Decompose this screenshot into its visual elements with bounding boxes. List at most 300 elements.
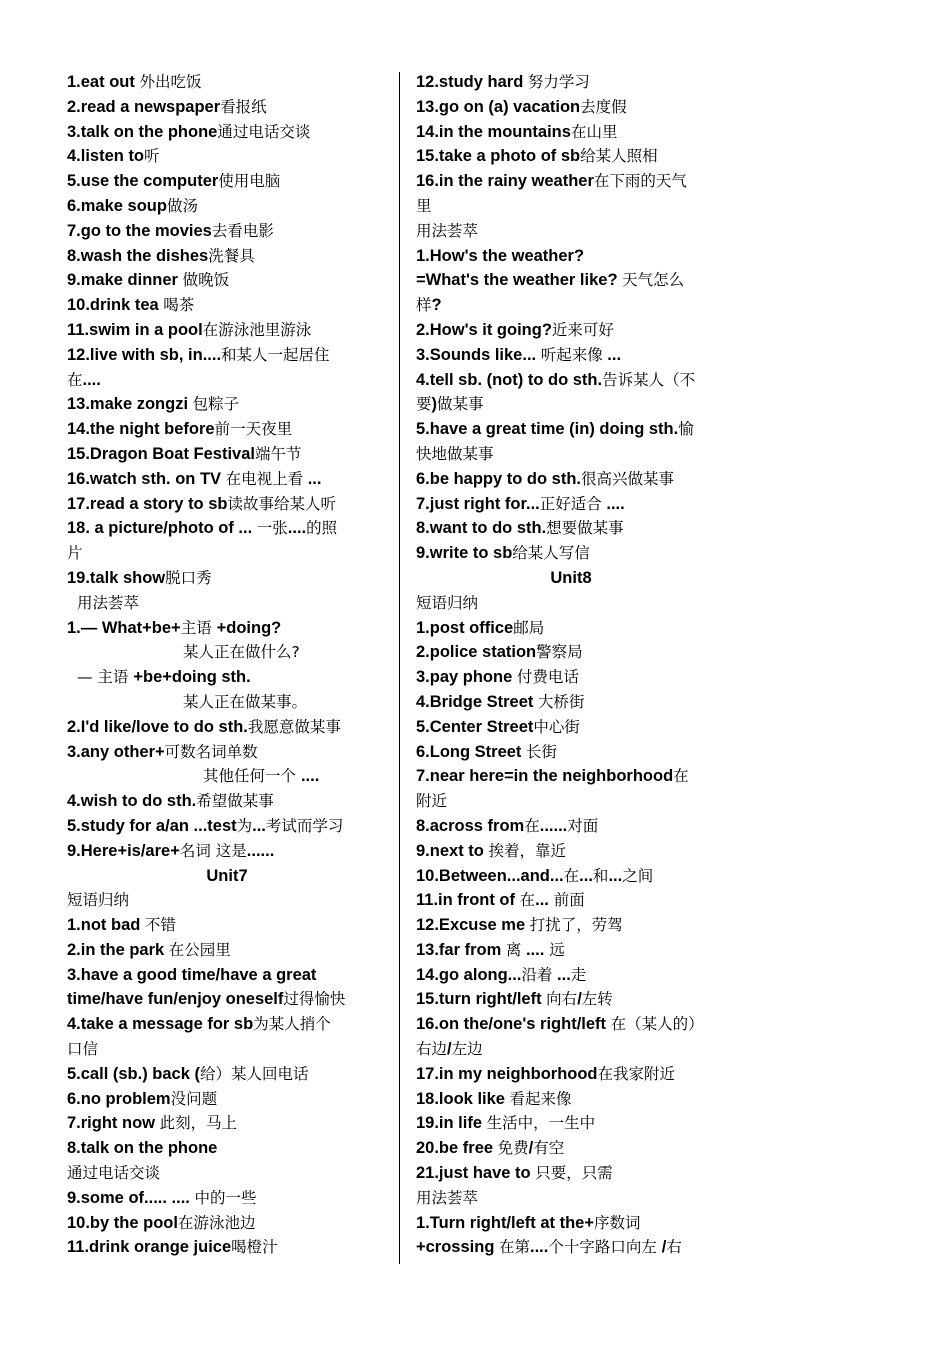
english-phrase: 6.make soup xyxy=(67,196,167,215)
text-line xyxy=(416,169,726,194)
chinese-gloss: 通过电话交谈 xyxy=(217,122,311,141)
chinese-gloss: 在 xyxy=(524,816,540,835)
text-line xyxy=(416,392,726,417)
english-phrase: 16.in the rainy weather xyxy=(416,172,594,191)
english-phrase: .... xyxy=(300,767,320,786)
english-phrase: ... xyxy=(252,816,266,835)
chinese-gloss: 此刻，马上 xyxy=(159,1114,238,1133)
text-line xyxy=(416,368,726,393)
chinese-gloss: 打扰了，劳驾 xyxy=(529,916,623,935)
english-phrase: ...... xyxy=(539,816,568,835)
chinese-gloss: 要 xyxy=(416,395,432,414)
text-line xyxy=(416,144,726,169)
english-phrase: time/have fun/enjoy oneself xyxy=(67,990,284,1009)
chinese-gloss: 警察局 xyxy=(536,643,583,662)
chinese-gloss: 免费 xyxy=(497,1139,529,1158)
text-line xyxy=(67,1062,387,1087)
chinese-gloss: 喝茶 xyxy=(163,296,195,315)
text-line xyxy=(416,1186,726,1211)
english-phrase: ... xyxy=(535,891,549,910)
english-phrase: =What's the weather like? xyxy=(416,271,623,290)
chinese-gloss: 听起来像 xyxy=(540,345,603,364)
chinese-gloss: — 主语 xyxy=(77,668,134,687)
chinese-gloss: 用法荟萃 xyxy=(77,593,140,612)
text-line xyxy=(416,1012,726,1037)
chinese-gloss: 只要，只需 xyxy=(535,1164,613,1183)
english-phrase: 10.drink tea xyxy=(67,296,164,315)
english-phrase: 11.drink orange juice xyxy=(67,1238,232,1257)
english-phrase: Unit7 xyxy=(206,866,248,885)
english-phrase: 3.have a good time/have a great xyxy=(67,965,317,984)
english-phrase: .... xyxy=(601,494,625,513)
text-line xyxy=(416,888,726,913)
text-line xyxy=(416,938,726,963)
chinese-gloss: 在第 xyxy=(499,1238,531,1257)
text-line xyxy=(67,566,387,591)
text-line xyxy=(67,268,387,293)
text-line xyxy=(416,1062,726,1087)
chinese-gloss: 沿着 xyxy=(521,965,553,984)
chinese-gloss: 附近 xyxy=(416,792,448,811)
text-line xyxy=(67,442,387,467)
english-phrase: 8.want to do sth. xyxy=(416,519,547,538)
chinese-gloss: 喝橙汁 xyxy=(231,1238,278,1257)
chinese-gloss: 快地做某事 xyxy=(416,444,494,463)
chinese-gloss: 其他任何一个 xyxy=(203,767,301,786)
chinese-gloss: 口信 xyxy=(67,1040,99,1059)
text-line xyxy=(67,987,387,1012)
chinese-gloss: 想要做某事 xyxy=(546,519,624,538)
chinese-gloss: 看报纸 xyxy=(220,97,267,116)
english-phrase: +crossing xyxy=(416,1238,499,1257)
chinese-gloss: 离 xyxy=(505,940,522,959)
chinese-gloss: 有空 xyxy=(533,1139,565,1158)
text-line xyxy=(67,740,387,765)
chinese-gloss: 之间 xyxy=(622,866,654,885)
chinese-gloss: 在 xyxy=(563,866,580,885)
english-phrase: 9.Here+is/are+ xyxy=(67,841,180,860)
english-phrase: 14.the night before xyxy=(67,420,215,439)
chinese-gloss: 用法荟萃 xyxy=(416,221,479,240)
text-line xyxy=(416,219,726,244)
text-line xyxy=(416,1136,726,1161)
english-phrase: 4.take a message for sb xyxy=(67,1015,254,1034)
chinese-gloss: 一张 xyxy=(256,519,288,538)
chinese-gloss: 希望做某事 xyxy=(196,792,274,811)
chinese-gloss: 个十字路口向左 xyxy=(548,1238,662,1257)
english-phrase: 1.How's the weather? xyxy=(416,246,585,265)
english-phrase: .... xyxy=(287,519,307,538)
chinese-gloss: 远 xyxy=(544,940,565,959)
text-line xyxy=(416,740,726,765)
chinese-gloss: 大桥街 xyxy=(537,692,585,711)
chinese-gloss: 给）某人回电话 xyxy=(199,1064,309,1083)
text-line xyxy=(416,442,726,467)
chinese-gloss: 长街 xyxy=(526,742,558,761)
text-line xyxy=(416,1087,726,1112)
chinese-gloss: 对面 xyxy=(567,816,599,835)
chinese-gloss: 在我家附近 xyxy=(597,1064,676,1083)
chinese-gloss: 通过电话交谈 xyxy=(67,1164,161,1183)
english-phrase: 15.take a photo of sb xyxy=(416,147,581,166)
english-phrase: ... xyxy=(303,469,322,488)
text-line xyxy=(416,516,726,541)
text-line xyxy=(416,1037,726,1062)
english-phrase: 21.just have to xyxy=(416,1164,536,1183)
text-line xyxy=(416,665,726,690)
english-phrase: 14.in the mountains xyxy=(416,122,571,141)
text-line xyxy=(416,268,726,293)
text-line xyxy=(416,1235,726,1260)
text-line xyxy=(416,616,726,641)
chinese-gloss: 用法荟萃 xyxy=(416,1188,479,1207)
chinese-gloss: 前面 xyxy=(548,891,585,910)
text-line xyxy=(67,467,387,492)
english-phrase: 11.in front of xyxy=(416,891,520,910)
chinese-gloss: 主语 xyxy=(180,618,217,637)
english-phrase: 18.look like xyxy=(416,1089,510,1108)
english-phrase: 12.live with sb, in.... xyxy=(67,345,222,364)
chinese-gloss: 的照 xyxy=(306,519,338,538)
english-phrase: 5.have a great time (in) doing sth. xyxy=(416,420,679,439)
english-phrase: Unit8 xyxy=(550,568,592,587)
chinese-gloss: 左转 xyxy=(581,990,613,1009)
chinese-gloss: 短语归纳 xyxy=(67,891,130,910)
text-line xyxy=(67,318,387,343)
chinese-gloss: 脱口秀 xyxy=(165,568,212,587)
text-line xyxy=(416,913,726,938)
chinese-gloss: 近来可好 xyxy=(551,320,614,339)
english-phrase: +doing? xyxy=(216,618,282,637)
english-phrase: 1.eat out xyxy=(67,73,140,91)
text-line xyxy=(67,665,387,690)
text-line xyxy=(416,244,726,269)
english-phrase: / xyxy=(447,1040,452,1059)
text-line xyxy=(416,95,726,120)
english-phrase: 2.I'd like/love to do sth. xyxy=(67,717,248,736)
text-line xyxy=(67,839,387,864)
text-line xyxy=(67,1211,387,1236)
chinese-gloss: 在游泳池边 xyxy=(177,1213,256,1232)
text-line xyxy=(67,219,387,244)
chinese-gloss: 在游泳池里游泳 xyxy=(202,320,312,339)
text-line xyxy=(416,417,726,442)
right-column xyxy=(416,70,726,1260)
chinese-gloss: 名词 这是 xyxy=(179,841,247,860)
english-phrase: ... xyxy=(552,965,571,984)
english-phrase: 13.go on (a) vacation xyxy=(416,97,581,116)
chinese-gloss: 序数词 xyxy=(594,1213,641,1232)
text-line xyxy=(67,640,387,665)
text-line xyxy=(416,120,726,145)
chinese-gloss: 给某人写信 xyxy=(512,544,590,563)
english-phrase: 4.tell sb. (not) to do sth. xyxy=(416,370,603,389)
column-divider xyxy=(399,72,400,1264)
english-phrase: 6.be happy to do sth. xyxy=(416,469,582,488)
english-phrase: 9.make dinner xyxy=(67,271,183,290)
chinese-gloss: 没问题 xyxy=(170,1089,218,1108)
text-line xyxy=(67,913,387,938)
text-line xyxy=(416,690,726,715)
chinese-gloss: 在（某人的） xyxy=(610,1015,704,1034)
english-phrase: 19.in life xyxy=(416,1114,487,1133)
text-line xyxy=(67,492,387,517)
english-phrase: ... xyxy=(579,866,593,885)
english-phrase: 6.Long Street xyxy=(416,742,527,761)
chinese-gloss: 短语归纳 xyxy=(416,593,479,612)
english-phrase: 5.Center Street xyxy=(416,717,534,736)
english-phrase: +be+doing sth. xyxy=(133,668,251,687)
english-phrase: 19.talk show xyxy=(67,568,166,587)
chinese-gloss: 挨着，靠近 xyxy=(488,841,566,860)
chinese-gloss: 付费电话 xyxy=(516,668,579,687)
english-phrase: 1.not bad xyxy=(67,916,145,935)
chinese-gloss: 走 xyxy=(570,965,587,984)
english-phrase: 7.right now xyxy=(67,1114,160,1133)
text-line xyxy=(416,640,726,665)
text-line xyxy=(67,194,387,219)
text-line xyxy=(67,95,387,120)
english-phrase: 8.talk on the phone xyxy=(67,1139,218,1158)
english-phrase: 1.post office xyxy=(416,618,514,637)
chinese-gloss: 给某人照相 xyxy=(580,147,658,166)
text-line xyxy=(67,516,387,541)
text-line xyxy=(416,864,726,889)
chinese-gloss: 和某人一起居住 xyxy=(221,345,330,364)
english-phrase: / xyxy=(528,1139,534,1158)
text-line xyxy=(67,541,387,566)
chinese-gloss: 某人正在做某事。 xyxy=(183,692,308,711)
chinese-gloss: 右 xyxy=(666,1238,682,1257)
text-line xyxy=(416,343,726,368)
chinese-gloss: 使用电脑 xyxy=(218,172,281,191)
text-line xyxy=(416,1161,726,1186)
chinese-gloss: 不错 xyxy=(144,916,176,935)
text-line xyxy=(416,764,726,789)
english-phrase: 3.pay phone xyxy=(416,668,517,687)
english-phrase: 4.listen to xyxy=(67,147,145,166)
text-line xyxy=(67,715,387,740)
text-line xyxy=(67,1012,387,1037)
english-phrase: 18. a picture/photo of ... xyxy=(67,519,257,538)
english-phrase: 9.write to sb xyxy=(416,544,513,563)
chinese-gloss: 在下雨的天气 xyxy=(593,172,687,191)
text-line xyxy=(416,591,726,616)
text-line xyxy=(67,938,387,963)
chinese-gloss: 做晚饭 xyxy=(182,271,230,290)
english-phrase: 2.How's it going? xyxy=(416,320,552,339)
text-line xyxy=(67,244,387,269)
chinese-gloss: 片 xyxy=(67,544,83,563)
chinese-gloss: 去度假 xyxy=(580,97,627,116)
chinese-gloss: 看起来像 xyxy=(509,1089,572,1108)
text-line xyxy=(416,467,726,492)
chinese-gloss: 中的一些 xyxy=(194,1188,257,1207)
chinese-gloss: 考试而学习 xyxy=(265,816,344,835)
chinese-gloss: 邮局 xyxy=(513,618,545,637)
english-phrase: / xyxy=(577,990,582,1009)
english-phrase: 6.no problem xyxy=(67,1089,171,1108)
english-phrase: 7.go to the movies xyxy=(67,221,212,240)
text-line xyxy=(67,169,387,194)
chinese-gloss: 包粽子 xyxy=(192,395,240,414)
text-line xyxy=(67,963,387,988)
text-line xyxy=(416,789,726,814)
chinese-gloss: 愉 xyxy=(678,420,694,439)
text-line xyxy=(67,789,387,814)
english-phrase: 8.across from xyxy=(416,816,525,835)
english-phrase: 12.Excuse me xyxy=(416,916,530,935)
chinese-gloss: 前一天夜里 xyxy=(214,420,293,439)
text-line xyxy=(67,864,387,889)
text-line xyxy=(67,1161,387,1186)
english-phrase: ? xyxy=(431,296,442,315)
text-line xyxy=(67,764,387,789)
english-phrase: 4.Bridge Street xyxy=(416,692,538,711)
text-line xyxy=(416,1211,726,1236)
chinese-gloss: 天气怎么 xyxy=(622,271,685,290)
chinese-gloss: 某人正在做什么? xyxy=(183,643,300,662)
chinese-gloss: 里 xyxy=(416,196,432,215)
text-line xyxy=(416,814,726,839)
english-phrase: 13.far from xyxy=(416,940,506,959)
chinese-gloss: 过得愉快 xyxy=(283,990,346,1009)
chinese-gloss: 告诉某人（不 xyxy=(602,370,696,389)
chinese-gloss: 去看电影 xyxy=(211,221,274,240)
text-line xyxy=(416,70,726,95)
text-line xyxy=(416,839,726,864)
chinese-gloss: 做汤 xyxy=(166,196,198,215)
text-line xyxy=(416,318,726,343)
english-phrase: 5.use the computer xyxy=(67,172,219,191)
text-line xyxy=(67,144,387,169)
english-phrase: 4.wish to do sth. xyxy=(67,792,197,811)
english-phrase: ) xyxy=(431,395,438,414)
english-phrase: 10.Between...and... xyxy=(416,866,564,885)
english-phrase: 1.Turn right/left at the+ xyxy=(416,1213,594,1232)
chinese-gloss: 正好适合 xyxy=(539,494,602,513)
chinese-gloss: 在 xyxy=(519,891,536,910)
english-phrase: 14.go along... xyxy=(416,965,522,984)
text-line xyxy=(67,120,387,145)
chinese-gloss: 为 xyxy=(236,816,253,835)
text-line xyxy=(416,1111,726,1136)
english-phrase: 3.Sounds like... xyxy=(416,345,541,364)
english-phrase: ... xyxy=(608,866,623,885)
english-phrase: .... xyxy=(530,1238,549,1257)
text-line xyxy=(67,814,387,839)
chinese-gloss: 努力学习 xyxy=(527,73,590,91)
english-phrase: 13.make zongzi xyxy=(67,395,193,414)
text-line xyxy=(67,1037,387,1062)
english-phrase: 9.some of..... .... xyxy=(67,1188,195,1207)
text-line xyxy=(67,1136,387,1161)
text-line xyxy=(67,616,387,641)
chinese-gloss: 在公园里 xyxy=(168,940,231,959)
english-phrase: 5.call (sb.) back ( xyxy=(67,1064,200,1083)
english-phrase: 12.study hard xyxy=(416,73,528,91)
text-line xyxy=(67,690,387,715)
text-line xyxy=(416,492,726,517)
chinese-gloss: 生活中，一生中 xyxy=(486,1114,596,1133)
english-phrase: 5.study for a/an ...test xyxy=(67,816,237,835)
english-phrase: ...... xyxy=(246,841,275,860)
english-phrase: 20.be free xyxy=(416,1139,498,1158)
chinese-gloss: 和 xyxy=(592,866,609,885)
english-phrase: / xyxy=(661,1238,667,1257)
chinese-gloss: 在电视上看 xyxy=(225,469,304,488)
english-phrase: 16.on the/one's right/left xyxy=(416,1015,611,1034)
english-phrase: 2.read a newspaper xyxy=(67,97,221,116)
text-line xyxy=(67,343,387,368)
chinese-gloss: 样 xyxy=(416,296,432,315)
english-phrase: 17.in my neighborhood xyxy=(416,1064,598,1083)
text-line xyxy=(416,541,726,566)
english-phrase: 2.in the park xyxy=(67,940,169,959)
english-phrase: 3.talk on the phone xyxy=(67,122,218,141)
text-line xyxy=(67,368,387,393)
chinese-gloss: 在 xyxy=(67,370,83,389)
english-phrase: 15.Dragon Boat Festival xyxy=(67,444,255,463)
english-phrase: 7.near here=in the neighborhood xyxy=(416,767,674,786)
text-line xyxy=(416,293,726,318)
text-line xyxy=(416,987,726,1012)
chinese-gloss: 听 xyxy=(144,147,160,166)
text-line xyxy=(416,566,726,591)
chinese-gloss: 外出吃饭 xyxy=(139,73,202,91)
chinese-gloss: 为某人捎个 xyxy=(253,1015,331,1034)
english-phrase: 11.swim in a pool xyxy=(67,320,203,339)
text-line xyxy=(416,715,726,740)
text-line xyxy=(416,963,726,988)
text-line xyxy=(67,293,387,318)
chinese-gloss: 在 xyxy=(673,767,689,786)
chinese-gloss: 端午节 xyxy=(254,444,302,463)
chinese-gloss: 中心街 xyxy=(533,717,580,736)
chinese-gloss: 右边 xyxy=(416,1040,448,1059)
chinese-gloss: 我愿意做某事 xyxy=(247,717,341,736)
english-phrase: ... xyxy=(602,345,622,364)
text-line xyxy=(67,1235,387,1260)
english-phrase: 9.next to xyxy=(416,841,489,860)
english-phrase: 16.watch sth. on TV xyxy=(67,469,226,488)
text-line xyxy=(67,70,387,95)
text-line xyxy=(67,888,387,913)
text-line xyxy=(67,1111,387,1136)
english-phrase: 17.read a story to sb xyxy=(67,494,228,513)
english-phrase: 1.— What+be+ xyxy=(67,618,181,637)
english-phrase: 2.police station xyxy=(416,643,537,662)
english-phrase: .... xyxy=(82,370,101,389)
text-line xyxy=(67,1087,387,1112)
chinese-gloss: 向右 xyxy=(546,990,578,1009)
text-line xyxy=(416,194,726,219)
english-phrase: 8.wash the dishes xyxy=(67,246,209,265)
chinese-gloss: 可数名词单数 xyxy=(164,742,258,761)
text-line xyxy=(67,417,387,442)
chinese-gloss: 洗餐具 xyxy=(208,246,255,265)
chinese-gloss: 做某事 xyxy=(437,395,484,414)
chinese-gloss: 在山里 xyxy=(570,122,618,141)
text-line xyxy=(67,591,387,616)
english-phrase: .... xyxy=(521,940,545,959)
english-phrase: 3.any other+ xyxy=(67,742,165,761)
english-phrase: 7.just right for... xyxy=(416,494,540,513)
chinese-gloss: 很高兴做某事 xyxy=(581,469,675,488)
english-phrase: 15.turn right/left xyxy=(416,990,547,1009)
text-line xyxy=(67,392,387,417)
chinese-gloss: 读故事给某人听 xyxy=(227,494,336,513)
